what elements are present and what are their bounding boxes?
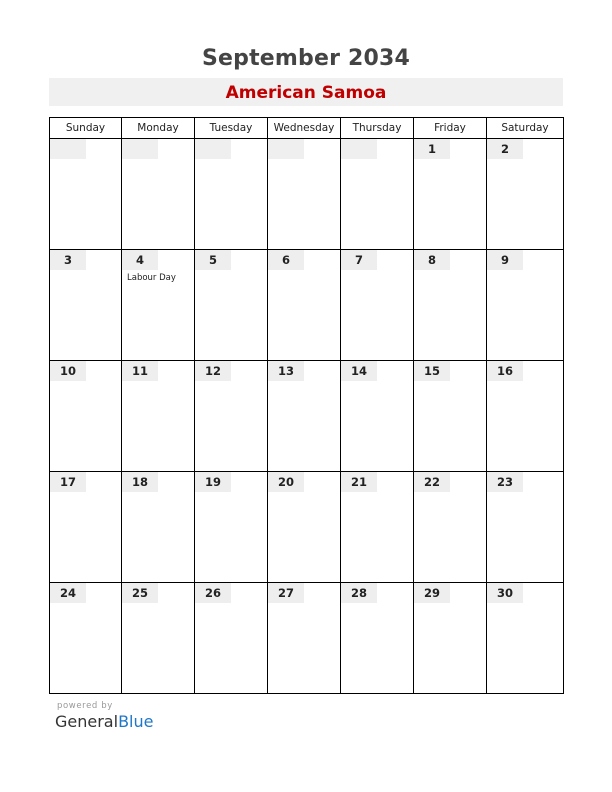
day-number: 16 xyxy=(487,361,523,381)
day-cell-12 xyxy=(195,361,268,472)
day-cell-5 xyxy=(195,250,268,361)
day-number xyxy=(50,139,86,159)
day-cell-19 xyxy=(195,472,268,583)
empty-day-cell xyxy=(122,139,195,250)
weekday-thursday: Thursday xyxy=(341,118,414,139)
day-number xyxy=(122,139,158,159)
day-number: 18 xyxy=(122,472,158,492)
week-row xyxy=(50,583,564,694)
day-cell-29 xyxy=(414,583,487,694)
day-number: 7 xyxy=(341,250,377,270)
empty-day-cell xyxy=(268,139,341,250)
day-number: 11 xyxy=(122,361,158,381)
powered-by-label: powered by xyxy=(57,701,113,711)
region-banner xyxy=(49,78,563,106)
day-cell-13 xyxy=(268,361,341,472)
page-title: September 2034 xyxy=(201,46,411,71)
day-cell-11 xyxy=(122,361,195,472)
day-cell-27 xyxy=(268,583,341,694)
day-number xyxy=(195,139,231,159)
day-number: 8 xyxy=(414,250,450,270)
day-number: 19 xyxy=(195,472,231,492)
weekday-sunday: Sunday xyxy=(50,118,122,139)
day-cell-14 xyxy=(341,361,414,472)
empty-day-cell xyxy=(341,139,414,250)
day-number: 5 xyxy=(195,250,231,270)
day-cell-20 xyxy=(268,472,341,583)
day-cell-2 xyxy=(487,139,564,250)
day-number: 9 xyxy=(487,250,523,270)
day-cell-18 xyxy=(122,472,195,583)
weekday-header-row xyxy=(50,118,564,139)
day-number: 25 xyxy=(122,583,158,603)
day-cell-22 xyxy=(414,472,487,583)
week-row xyxy=(50,139,564,250)
generalblue-logo xyxy=(55,712,153,731)
day-cell-30 xyxy=(487,583,564,694)
region-name: American Samoa xyxy=(225,83,387,103)
empty-day-cell xyxy=(50,139,122,250)
day-number: 3 xyxy=(50,250,86,270)
day-cell-8 xyxy=(414,250,487,361)
day-cell-26 xyxy=(195,583,268,694)
day-number: 28 xyxy=(341,583,377,603)
day-cell-1 xyxy=(414,139,487,250)
day-number xyxy=(268,139,304,159)
day-number: 2 xyxy=(487,139,523,159)
day-cell-25 xyxy=(122,583,195,694)
day-number: 6 xyxy=(268,250,304,270)
day-cell-17 xyxy=(50,472,122,583)
day-number: 15 xyxy=(414,361,450,381)
day-cell-6 xyxy=(268,250,341,361)
day-number: 4 xyxy=(122,250,158,270)
day-number: 27 xyxy=(268,583,304,603)
day-number: 30 xyxy=(487,583,523,603)
brand-general: General xyxy=(55,712,119,731)
day-number: 1 xyxy=(414,139,450,159)
day-number: 29 xyxy=(414,583,450,603)
day-number: 12 xyxy=(195,361,231,381)
empty-day-cell xyxy=(195,139,268,250)
brand-blue: Blue xyxy=(118,712,154,731)
day-number: 20 xyxy=(268,472,304,492)
weekday-saturday: Saturday xyxy=(487,118,564,139)
day-cell-24 xyxy=(50,583,122,694)
day-number: 23 xyxy=(487,472,523,492)
day-number: 14 xyxy=(341,361,377,381)
day-cell-3 xyxy=(50,250,122,361)
week-row xyxy=(50,361,564,472)
week-row xyxy=(50,472,564,583)
calendar-grid xyxy=(49,117,564,694)
day-cell-21 xyxy=(341,472,414,583)
day-number: 13 xyxy=(268,361,304,381)
day-cell-15 xyxy=(414,361,487,472)
day-number xyxy=(341,139,377,159)
day-cell-9 xyxy=(487,250,564,361)
weekday-tuesday: Tuesday xyxy=(195,118,268,139)
holiday-label: Labour Day xyxy=(127,273,176,283)
day-cell-4 xyxy=(122,250,195,361)
weekday-wednesday: Wednesday xyxy=(268,118,341,139)
day-cell-28 xyxy=(341,583,414,694)
day-number: 21 xyxy=(341,472,377,492)
day-number: 10 xyxy=(50,361,86,381)
day-cell-10 xyxy=(50,361,122,472)
weekday-monday: Monday xyxy=(122,118,195,139)
weekday-friday: Friday xyxy=(414,118,487,139)
day-cell-16 xyxy=(487,361,564,472)
week-row xyxy=(50,250,564,361)
day-number: 22 xyxy=(414,472,450,492)
day-number: 26 xyxy=(195,583,231,603)
day-cell-23 xyxy=(487,472,564,583)
day-number: 17 xyxy=(50,472,86,492)
day-cell-7 xyxy=(341,250,414,361)
day-number: 24 xyxy=(50,583,86,603)
